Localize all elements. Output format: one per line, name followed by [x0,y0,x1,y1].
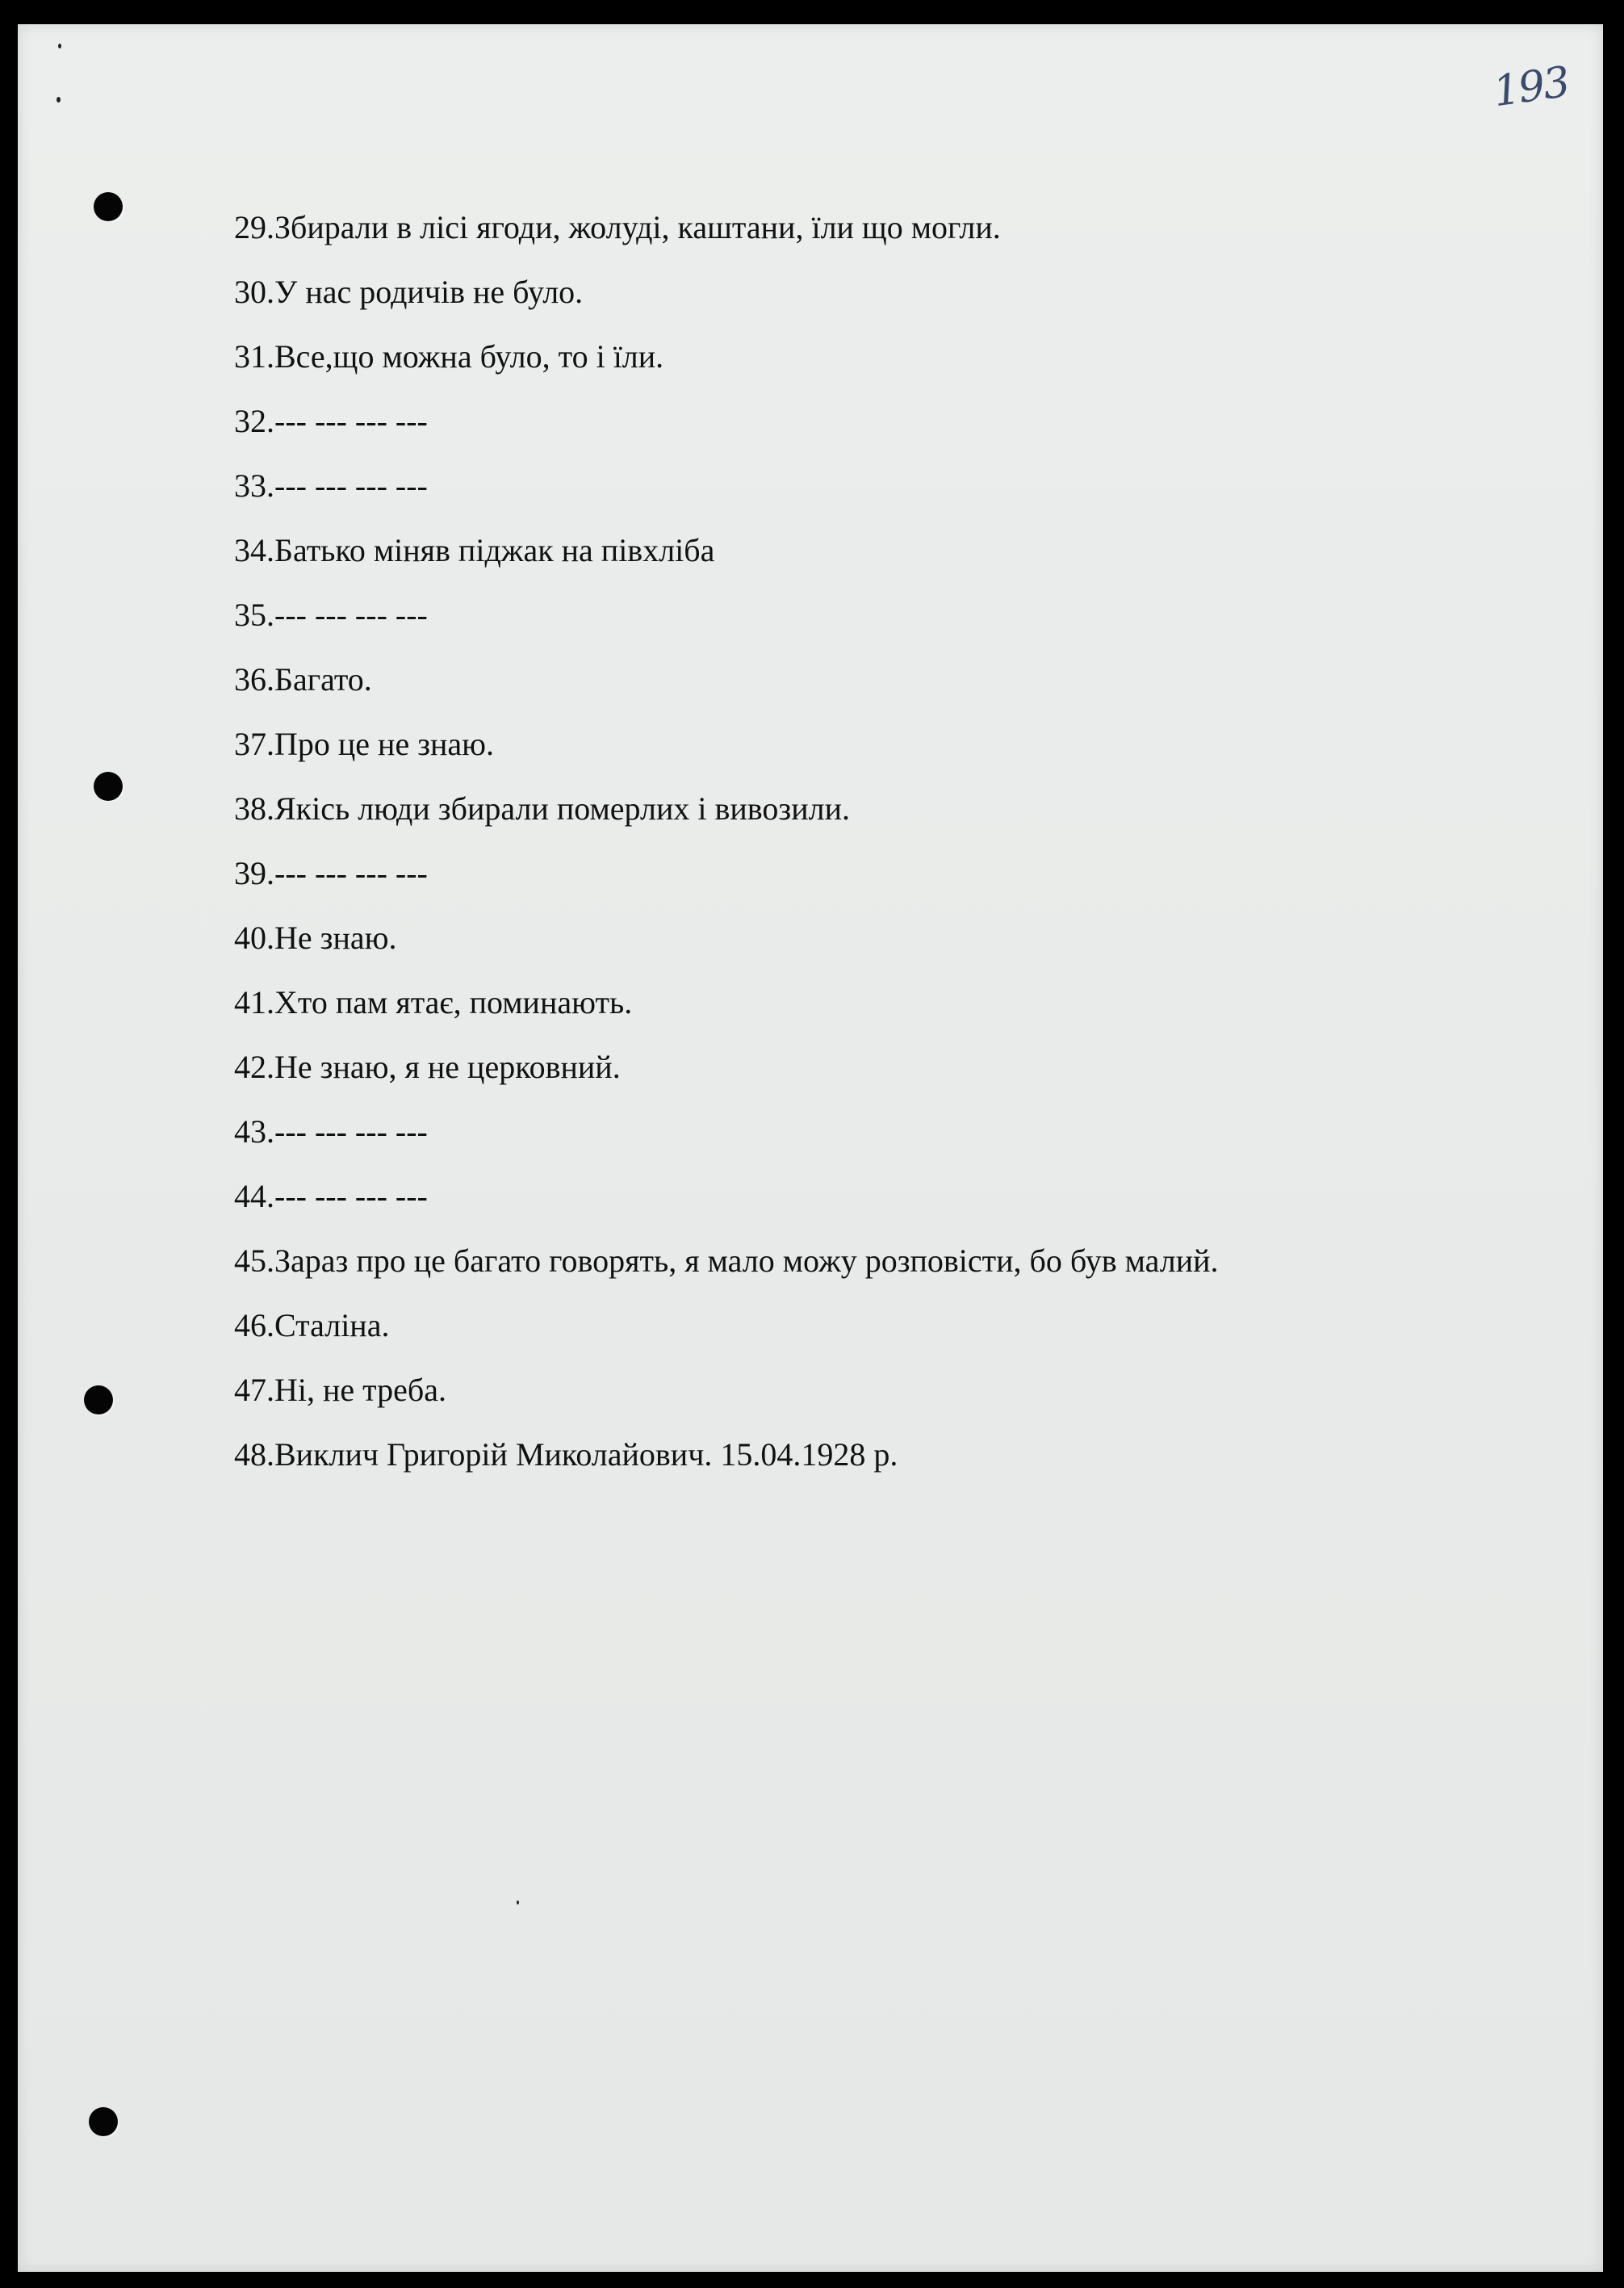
punch-hole-2 [94,772,123,801]
punch-hole-1 [94,192,123,221]
answer-line-45: 45.Зараз про це багато говорять, я мало можу розповісти, бо був малий. [234,1242,1219,1279]
answer-line-39: 39.--- --- --- --- [234,855,428,891]
answer-line-38: 38.Якісь люди збирали померлих і вивозили. [234,790,850,827]
answer-line-31: 31.Все,що можна було, то і їли. [234,338,664,375]
answer-line-32: 32.--- --- --- --- [234,403,428,439]
answer-line-30: 30.У нас родичів не було. [234,274,584,310]
answer-line-35: 35.--- --- --- --- [234,597,428,633]
paper-speck [517,1900,519,1905]
answer-line-40: 40.Не знаю. [234,920,397,956]
answer-line-41: 41.Хто пам ятає, поминають. [234,984,633,1020]
answer-line-46: 46.Сталіна. [234,1307,390,1343]
answer-line-37: 37.Про це не знаю. [234,726,495,762]
answer-line-43: 43.--- --- --- --- [234,1113,428,1150]
answer-line-34: 34.Батько міняв піджак на півхліба [234,532,715,568]
handwritten-page-number: 193 [1490,57,1572,117]
answer-line-44: 44.--- --- --- --- [234,1178,428,1214]
answer-line-29: 29.Збирали в лісі ягоди, жолуді, каштани, їли що могли. [234,209,1001,245]
answer-line-48: 48.Виклич Григорій Миколайович. 15.04.1928 р. [234,1436,898,1473]
punch-hole-4 [89,2107,118,2136]
answer-line-36: 36.Багато. [234,661,372,698]
paper-speck [58,44,61,48]
punch-hole-3 [84,1385,113,1414]
answer-line-42: 42.Не знаю, я не церковний. [234,1049,621,1085]
answer-list [234,195,1219,1487]
answer-line-47: 47.Ні, не треба. [234,1372,446,1408]
document-page [18,24,1603,2272]
answer-line-33: 33.--- --- --- --- [234,467,428,504]
paper-speck [57,97,61,103]
